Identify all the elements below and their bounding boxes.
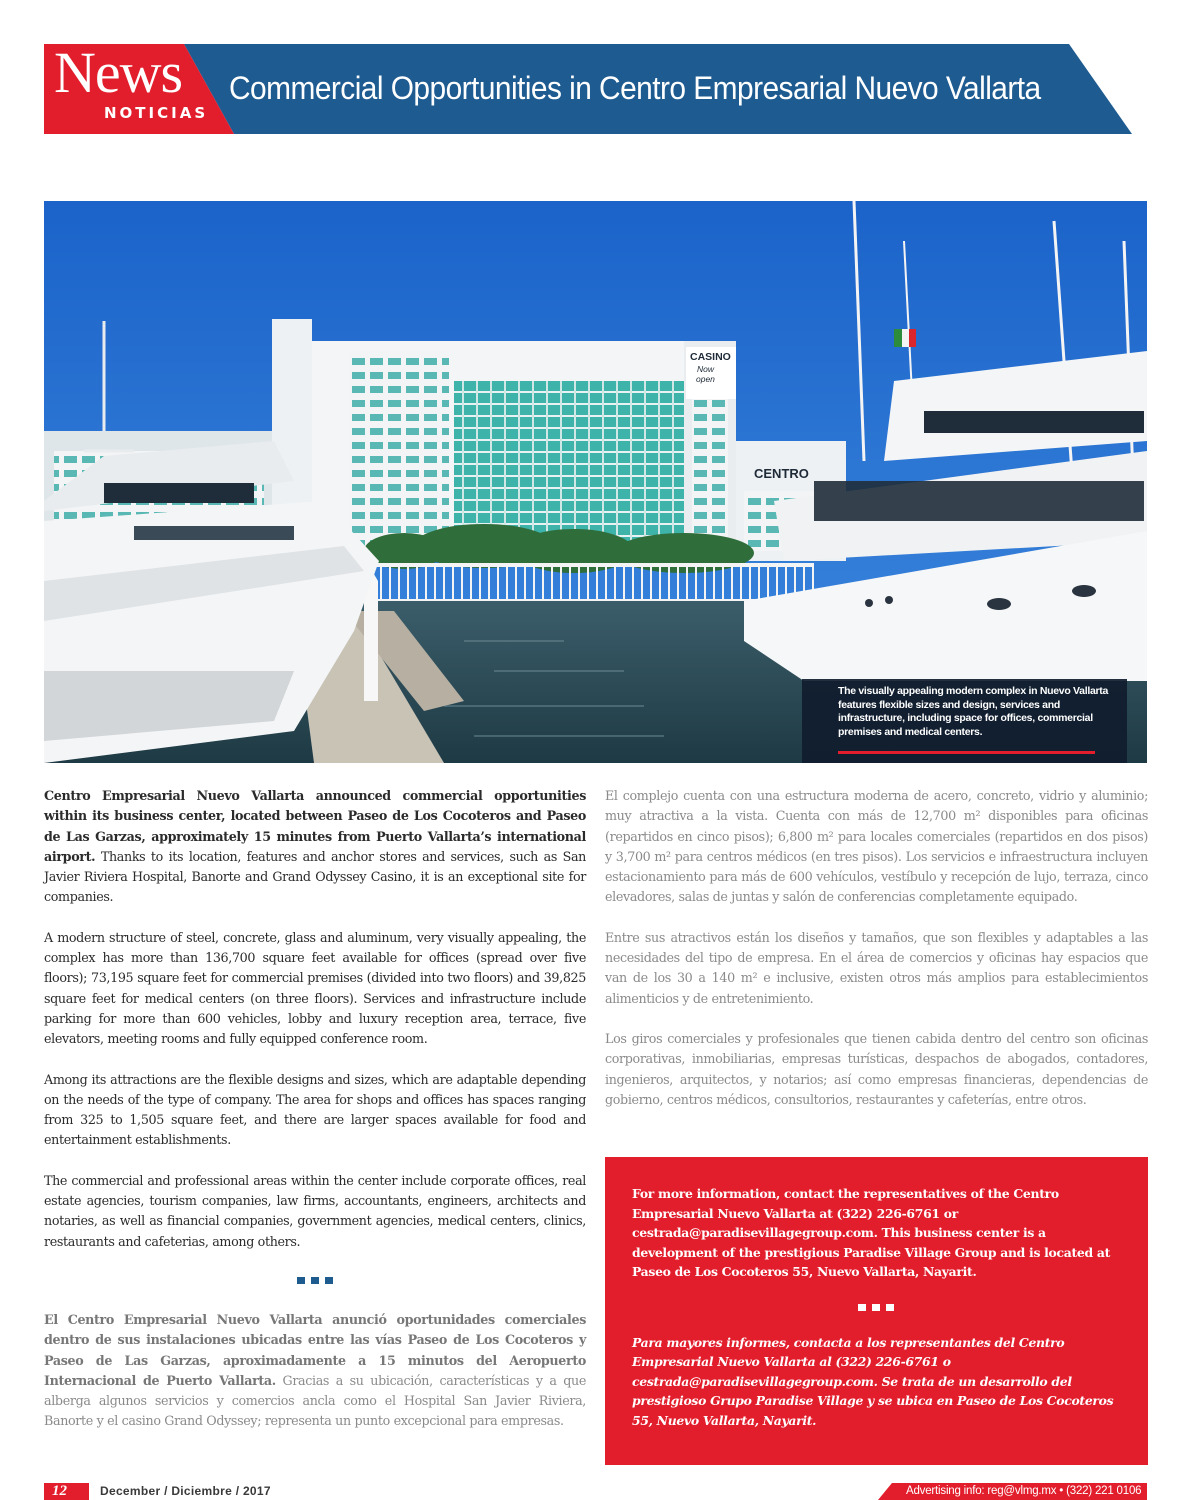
- page-number: 12: [44, 1483, 89, 1500]
- centro-sign-text: CENTRO: [754, 466, 809, 481]
- contact-info-english: For more information, contact the representatives of the Centro Empresarial Nuevo Vallarta at (322) 226-6761 or cestrada@paradisevillagegroup.com. This business center is a development of the prestigious Paradise Village Group and is located at Paseo de Los Cocoteros 55, Nuevo Vallarta, Nayarit.: [632, 1186, 1111, 1279]
- spanish-p1-rest: Gracias a su ubicación, características y a que alberga algunos servicios y comercios ancla como el Hospital San Javier Riviera, Banorte y el casino Grand Odyssey; representa un punto excepcional para empresas.: [44, 1372, 586, 1429]
- spanish-paragraph-4: Los giros comerciales y profesionales que tienen cabida dentro del centro son oficinas corporativas, inmobiliarias, empresas turísticas, despachos de abogados, contadores, ingenieros, arquitectos, y notarios; así como empresas financieras, dependencias de gobierno, centros médicos, consultorios, restaurantes y cafeterías, entre otros.: [605, 1030, 1148, 1107]
- open-sign-text: open: [696, 374, 715, 384]
- spanish-lead: El Centro Empresarial Nuevo Vallarta anunció oportunidades comerciales dentro de sus instalaciones ubicadas entre las vías Paseo de Los Cocoteros y Paseo de Las Garzas, aproximadamente a 15 minutos del Aeropuerto Internacional de Puerto Vallarta.: [44, 1311, 586, 1388]
- section-divider: [44, 1277, 586, 1284]
- now-sign-text: Now: [697, 364, 715, 374]
- casino-sign-text: CASINO: [690, 351, 731, 363]
- noticias-logo-word: NOTICIAS: [104, 104, 209, 122]
- english-lead: Centro Empresarial Nuevo Vallarta announced commercial opportunities within its business center, located between Paseo de Los Cocoteros and Paseo de Las Garzas, approximately 15 minutes from Puerto Vallarta’s international airport.: [44, 788, 586, 864]
- page-title: Commercial Opportunities in Centro Empresarial Nuevo Vallarta: [229, 70, 1041, 106]
- english-paragraph-1: [44, 786, 586, 908]
- english-p1-rest: Thanks to its location, features and anchor stores and services, such as San Javier Riviera Hospital, Banorte and Grand Odyssey Casino, it is an exceptional site for companies.: [44, 848, 586, 905]
- contact-info-box: [605, 1157, 1148, 1465]
- spanish-paragraph-3: Entre sus atractivos están los diseños y tamaños, que son flexibles y adaptables a las necesidades del tipo de empresa. En el área de comercios y oficinas hay espacios que van de los 30 a 140 m² e inclusive, existen otros más amplios para establecimientos alimenticios y de entretenimiento.: [605, 929, 1148, 1006]
- advertising-text: Advertising info: reg@vlmg.mx • (322) 221 0106: [906, 1485, 1142, 1497]
- english-paragraph-2: A modern structure of steel, concrete, glass and aluminum, very visually appealing, the complex has more than 136,700 square feet available for offices (spread over five floors); 73,195 square feet for commercial premises (divided into two floors) and 39,825 square feet for medical centers (on three floors). Services and infrastructure include parking for more than 600 vehicles, lobby and luxury reception area, terrace, five elevators, meeting rooms and fully equipped conference room.: [44, 929, 586, 1047]
- spanish-paragraph-2: El complejo cuenta con una estructura moderna de acero, concreto, vidrio y aluminio; muy atractiva a la vista. Cuenta con más de 12,700 m² disponibles para oficinas (repartidos en cinco pisos); 6,800 m² para locales comerciales (repartidos en dos pisos) y 3,700 m² para centros médicos (en tres pisos). Los servicios e infraestructura incluyen estacionamiento para más de 600 vehículos, vestíbulo y recepción de lujo, terraza, cinco elevadores, salas de juntas y salón de conferencias completamente equipado.: [605, 788, 1148, 905]
- right-column: [605, 786, 1148, 1130]
- spanish-paragraph-1: [44, 1310, 586, 1432]
- issue-date: December / Diciembre / 2017: [100, 1484, 271, 1498]
- left-column: [44, 786, 586, 1452]
- news-logo-word: News: [54, 40, 183, 105]
- english-paragraph-3: Among its attractions are the flexible designs and sizes, which are adaptable depending on the needs of the type of company. The area for shops and offices has spaces ranging from 325 to 1,505 square feet, and there are larger spaces available for food and entertainment establishments.: [44, 1071, 586, 1148]
- contact-info-spanish: Para mayores informes, contacta a los representantes del Centro Empresarial Nuevo Vallarta al (322) 226-6761 o cestrada@paradisevillagegroup.com. Se trata de un desarrollo del prestigioso Grupo Paradise Village y se ubica en Paseo de Los Cocoteros 55, Nuevo Vallarta, Nayarit.: [632, 1334, 1114, 1428]
- contact-divider: [632, 1304, 1120, 1311]
- advertising-info: [878, 1483, 1147, 1500]
- english-paragraph-4: The commercial and professional areas within the center include corporate offices, real estate agencies, tourism companies, law firms, accountants, engineers, architects and notaries, as well as financial companies, government agencies, medical centers, clinics, restaurants and cafeterias, among others.: [44, 1172, 586, 1249]
- photo-caption-text: The visually appealing modern complex in Nuevo Vallarta features flexible sizes and design, services and infrastructure, including space for offices, commercial premises and medical centers.: [838, 685, 1109, 738]
- photo-caption: [802, 679, 1127, 763]
- caption-accent-line: [838, 751, 1095, 754]
